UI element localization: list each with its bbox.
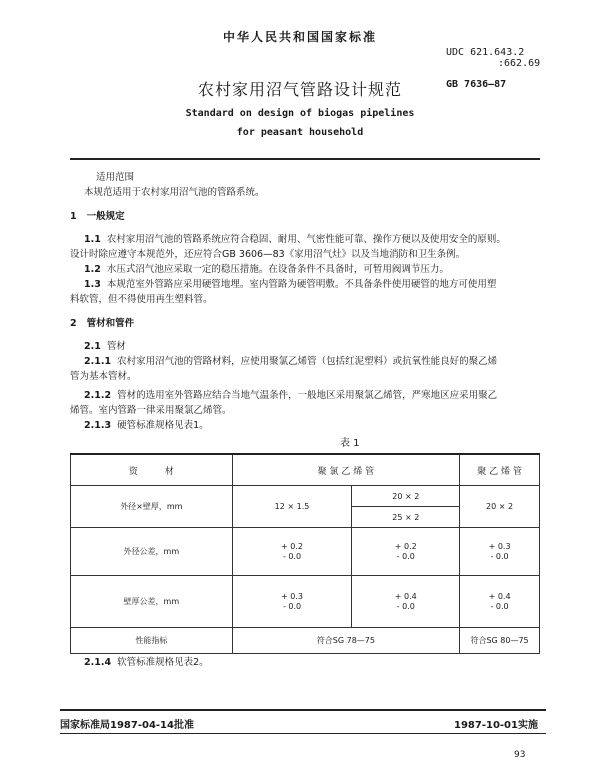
table-row-wall-tolerance — [71, 576, 540, 628]
od-tol-pvc-b-down: - 0.0 — [396, 551, 415, 561]
udc-line-1: UDC 621.643.2 — [446, 47, 525, 58]
header-pe: 聚 乙 烯 管 — [460, 454, 540, 486]
paragraph-2-1-4-text: 软管标准规格见表2。 — [117, 657, 209, 668]
paragraph-2-1-2-cont: 烯管。室内管路一律采用聚氯乙烯管。 — [70, 405, 232, 416]
table-row-diameter — [71, 486, 540, 507]
section-2-title: 管材和管件 — [86, 318, 135, 329]
scope-text: 本规范适用于农村家用沼气池的管路系统。 — [84, 187, 265, 198]
title-chinese: 农村家用沼气管路设计规范 — [197, 80, 402, 99]
wall-tol-pvc-a — [232, 576, 352, 628]
diameter-pvc-a: 12 × 1.5 — [232, 486, 352, 528]
diameter-pvc-b2: 25 × 2 — [352, 507, 460, 528]
wall-tol-pvc-b-down: - 0.0 — [396, 601, 415, 611]
wall-tol-pe — [460, 576, 540, 628]
section-2-number: 2 — [70, 318, 77, 329]
paragraph-1-1-number: 1.1 — [84, 234, 101, 245]
wall-tol-pvc-b-up: + 0.4 — [394, 591, 417, 601]
paragraph-2-1-text: 管材 — [106, 341, 126, 352]
paragraph-1-2 — [84, 262, 449, 277]
title-divider — [70, 158, 540, 160]
diameter-pvc-b1: 20 × 2 — [352, 486, 460, 507]
paragraph-1-1 — [84, 232, 506, 247]
section-1-heading — [70, 209, 125, 224]
section-2-heading — [70, 316, 134, 331]
wall-tol-pvc-b — [352, 576, 460, 628]
perf-pvc: 符合SG 78—75 — [232, 628, 459, 654]
paragraph-1-1-cont: 设计时除应遵守本规范外，还应符合GB 3606—83《家用沼气灶》以及当地消防和卫生条例。 — [70, 249, 466, 260]
paragraph-2-1-4 — [84, 655, 209, 670]
table-1 — [70, 453, 540, 654]
gb-code: GB 7636—87 — [446, 79, 507, 90]
table-header-row — [71, 454, 540, 486]
od-tol-pe-up: + 0.3 — [488, 541, 511, 551]
title-english — [0, 104, 600, 142]
od-tol-pe-down: - 0.0 — [490, 551, 509, 561]
paragraph-1-1-text: 农村家用沼气池的管路系统应符合稳固、耐用、气密性能可靠、操作方便以及使用安全的原则。 — [106, 234, 506, 245]
paragraph-1-3 — [84, 277, 496, 292]
table-1-caption: 表 1 — [340, 438, 360, 449]
page-number: 93 — [514, 750, 526, 760]
label-wall-tolerance: 壁厚公差，mm — [71, 576, 233, 628]
paragraph-2-1 — [84, 339, 126, 354]
effective-date: 1987-10-01实施 — [454, 720, 538, 731]
paragraph-2-1-3-number: 2.1.3 — [84, 420, 112, 431]
approval-date: 国家标准局1987-04-14批准 — [60, 720, 194, 731]
paragraph-2-1-4-number: 2.1.4 — [84, 657, 112, 668]
paragraph-2-1-3 — [84, 418, 209, 433]
od-tol-pvc-b-up: + 0.2 — [394, 541, 417, 551]
header-pvc: 聚 氯 乙 烯 管 — [232, 454, 459, 486]
paragraph-2-1-2-text: 管材的选用室外管路应结合当地气温条件，一般地区采用聚氯乙烯管，严寒地区应采用聚乙 — [117, 390, 498, 401]
scope-heading: 适用范围 — [96, 172, 135, 183]
paragraph-2-1-3-text: 硬管标准规格见表1。 — [117, 420, 209, 431]
od-tol-pvc-a — [232, 528, 352, 576]
label-od-tolerance: 外径公差，mm — [71, 528, 233, 576]
paragraph-2-1-1-number: 2.1.1 — [84, 356, 112, 367]
od-tol-pvc-a-up: + 0.2 — [281, 541, 304, 551]
paragraph-1-3-cont: 料软管，但不得使用再生塑料管。 — [70, 294, 213, 305]
wall-tol-pe-up: + 0.4 — [488, 591, 511, 601]
title-english-line-1: Standard on design of biogas pipelines — [185, 108, 415, 119]
udc-code — [446, 47, 540, 69]
od-tol-pe — [460, 528, 540, 576]
table-row-od-tolerance — [71, 528, 540, 576]
paragraph-2-1-1-cont: 管为基本管材。 — [70, 371, 137, 382]
footer-divider — [60, 709, 546, 711]
udc-line-2: :662.69 — [498, 58, 541, 69]
paragraph-2-1-number: 2.1 — [84, 341, 101, 352]
wall-tol-pvc-a-up: + 0.3 — [281, 591, 304, 601]
wall-tol-pe-down: - 0.0 — [490, 601, 509, 611]
perf-pe: 符合SG 80—75 — [460, 628, 540, 654]
paragraph-2-1-2 — [84, 388, 497, 403]
paragraph-1-2-text: 水压式沼气池应采取一定的稳压措施。在设备条件不具备时，可暂用阀调节压力。 — [106, 264, 449, 275]
section-1-number: 1 — [70, 211, 77, 222]
standard-name: 中华人民共和国国家标准 — [222, 30, 377, 44]
table-row-performance — [71, 628, 540, 654]
footer-bottom-line — [60, 733, 546, 734]
paragraph-1-3-text: 本规范室外管路应采用硬管地埋。室内管路为硬管明敷。不具备条件使用硬管的地方可使用塑 — [106, 279, 497, 290]
label-diameter: 外径×壁厚，mm — [71, 486, 233, 528]
od-tol-pvc-a-down: - 0.0 — [282, 551, 302, 561]
wall-tol-pvc-a-down: - 0.0 — [282, 601, 302, 611]
header-material: 资 材 — [71, 454, 233, 486]
section-1-title: 一般规定 — [86, 211, 125, 222]
od-tol-pvc-b — [352, 528, 460, 576]
diameter-pe: 20 × 2 — [460, 486, 540, 528]
title-english-line-2: for peasant household — [236, 127, 364, 138]
paragraph-2-1-1-text: 农村家用沼气池的管路材料，应使用聚氯乙烯管（包括红泥塑料）或抗氧性能良好的聚乙烯 — [117, 356, 498, 367]
paragraph-2-1-1 — [84, 354, 497, 369]
paragraph-2-1-2-number: 2.1.2 — [84, 390, 112, 401]
label-performance: 性能指标 — [71, 628, 233, 654]
paragraph-1-3-number: 1.3 — [84, 279, 101, 290]
paragraph-1-2-number: 1.2 — [84, 264, 101, 275]
